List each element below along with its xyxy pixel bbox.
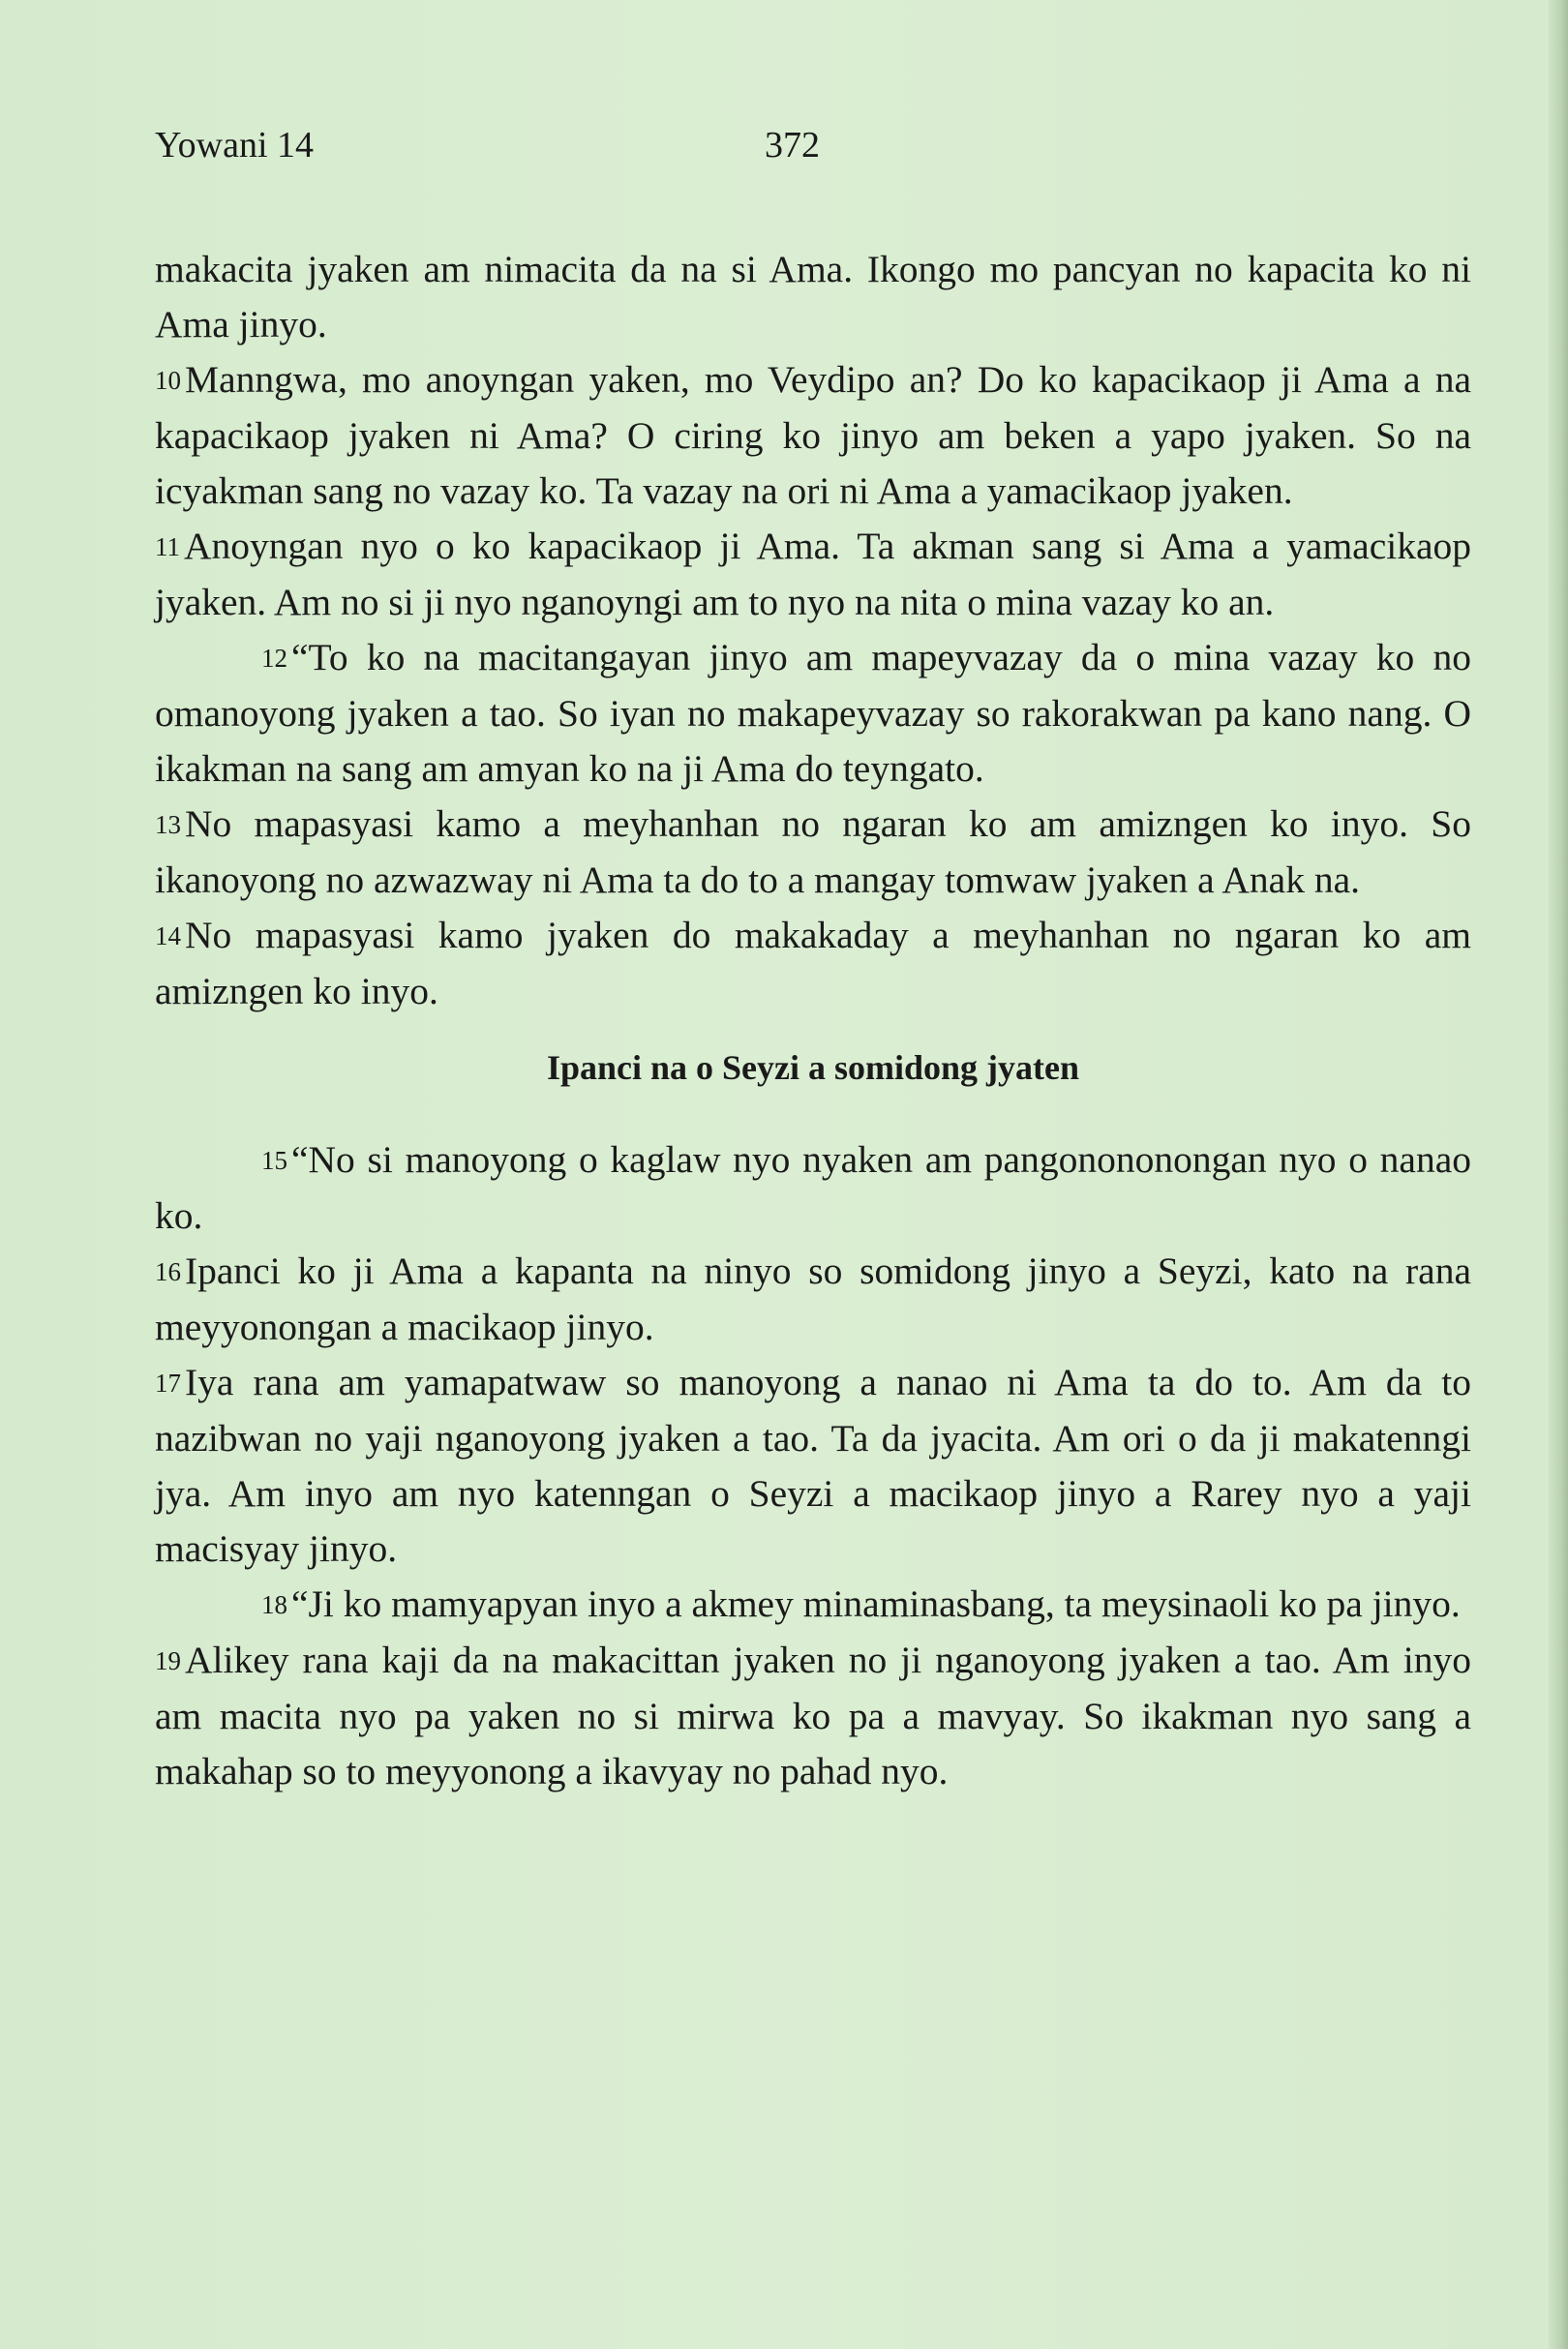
- verse-12: [155, 630, 1471, 797]
- verse-number: 13: [155, 810, 181, 839]
- verse-text: Manngwa, mo anoyngan yaken, mo Veydipo an? Do ko kapacikaop ji Ama a na kapacikaop jyaken ni Ama? O ciring ko jinyo am beken a yapo jyaken. So na icyakman sang no vazay ko. Ta vazay na ori ni Ama a yamacikaop jyaken.: [155, 358, 1471, 512]
- verse-text: Anoyngan nyo o ko kapacikaop ji Ama. Ta akman sang si Ama a yamacikaop jyaken. Am no si ji nyo nganoyngi am to nyo na nita o mina vazay ko an.: [155, 525, 1471, 623]
- verse-text: Alikey rana kaji da na makacittan jyaken no ji nganoyong jyaken a tao. Am inyo am macita nyo pa yaken no si mirwa ko pa a mavyay. So ikakman nyo sang a makahap so to meyyonong a ikavyay no pahad nyo.: [155, 1639, 1471, 1792]
- verse-text: “Ji ko mamyapyan inyo a akmey minaminasbang, ta meysinaoli ko pa jinyo.: [291, 1582, 1461, 1625]
- verse-16: [155, 1244, 1471, 1355]
- verse-text: makacita jyaken am nimacita da na si Ama. Ikongo mo pancyan no kapacita ko ni Ama jinyo.: [155, 248, 1471, 346]
- verse-18: [155, 1577, 1471, 1633]
- verse-number: 19: [155, 1646, 181, 1675]
- verse-text: Iya rana am yamapatwaw so manoyong a nanao ni Ama ta do to. Am da to nazibwan no yaji nganoyong jyaken a tao. Ta da jyacita. Am ori o da ji makatenngi jya. Am inyo am nyo katenngan o Seyzi a macikaop jinyo a Rarey nyo a yaji macisyay jinyo.: [155, 1361, 1471, 1570]
- verse-number: 15: [261, 1146, 287, 1175]
- page-edge: [1549, 0, 1568, 2349]
- verse-number: 11: [155, 532, 180, 561]
- verse-number: 14: [155, 921, 181, 950]
- verse-number: 16: [155, 1257, 181, 1286]
- verse-text: “No si manoyong o kaglaw nyo nyaken am pangonononongan nyo o nanao ko.: [155, 1138, 1471, 1237]
- verse-continuation: [155, 242, 1471, 352]
- verse-17: [155, 1355, 1471, 1577]
- verse-text: No mapasyasi kamo jyaken do makakaday a meyhanhan no ngaran ko am amizngen ko inyo.: [155, 914, 1471, 1012]
- verse-text: Ipanci ko ji Ama a kapanta na ninyo so somidong jinyo a Seyzi, kato na rana meyyonongan a macikaop jinyo.: [155, 1250, 1471, 1348]
- verse-number: 17: [155, 1369, 181, 1398]
- body-text: [155, 242, 1471, 1799]
- page-header: [155, 124, 1471, 182]
- verse-15: [155, 1132, 1471, 1244]
- verse-number: 12: [261, 644, 287, 673]
- page-number: 372: [765, 125, 820, 166]
- verse-number: 10: [155, 366, 181, 395]
- verse-10: [155, 352, 1471, 519]
- verse-number: 18: [261, 1590, 287, 1619]
- verse-13: [155, 797, 1471, 908]
- section-heading: Ipanci na o Seyzi a somidong jyaten: [546, 1048, 1080, 1087]
- verse-text: “To ko na macitangayan jinyo am mapeyvazay da o mina vazay ko no omanoyong jyaken a tao. So iyan no makapeyvazay so rakorakwan pa kano nang. O ikakman na sang am amyan ko na ji Ama do teyngato.: [155, 636, 1471, 790]
- verse-14: [155, 908, 1471, 1019]
- verse-11: [155, 519, 1471, 630]
- verse-text: No mapasyasi kamo a meyhanhan no ngaran ko am amizngen ko inyo. So ikanoyong no azwazway ni Ama ta do to a mangay tomwaw jyaken a Anak na.: [155, 802, 1471, 901]
- verse-19: [155, 1633, 1471, 1799]
- running-head: Yowani 14: [155, 125, 315, 166]
